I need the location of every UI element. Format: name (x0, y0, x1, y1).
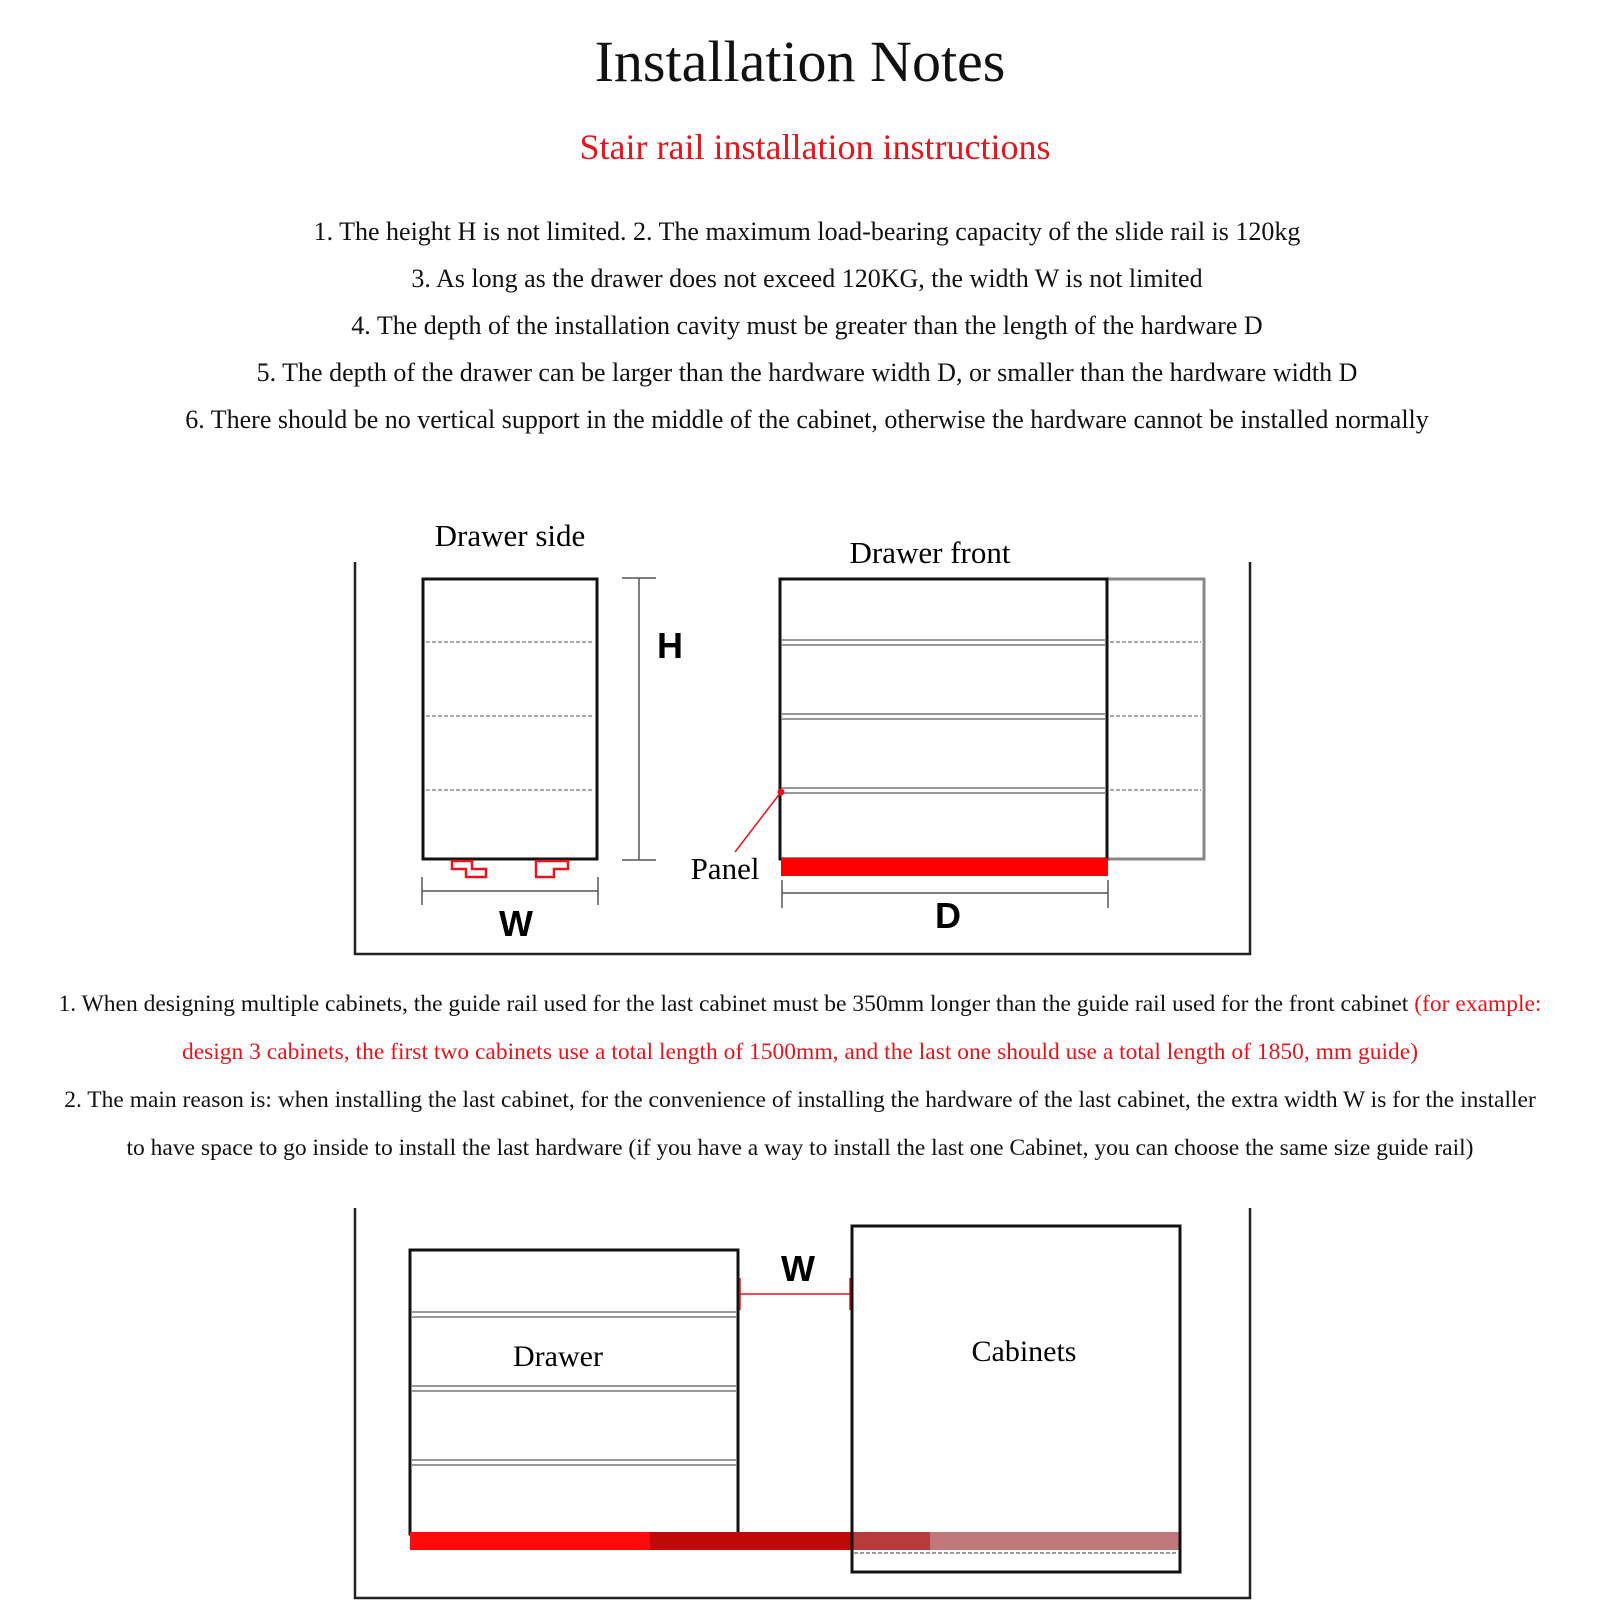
note2-line-1-example: (for example: (1414, 991, 1542, 1017)
note-6: 6. There should be no vertical support in the middle of the cabinet, otherwise the hardware cannot be installed normally (185, 405, 1429, 434)
drawer-box (410, 1250, 738, 1534)
page-subtitle: Stair rail installation instructions (579, 127, 1051, 167)
cabinets-label: Cabinets (971, 1335, 1077, 1368)
note2-line-1 (0, 989, 1600, 1019)
rail-middle (650, 1532, 852, 1550)
page-title: Installation Notes (594, 29, 1006, 94)
drawer-side-label: Drawer side (434, 518, 586, 553)
note-3: 3. As long as the drawer does not exceed 120KG, the width W is not limited (411, 264, 1203, 293)
panel-label: Panel (690, 851, 760, 886)
rail-profile-right (536, 861, 568, 877)
note2-line-1-text: 1. When designing multiple cabinets, the guide rail used for the last cabinet must be 350mm longer than the guide rail used for the front cabinet (58, 991, 1415, 1017)
drawer-front-label: Drawer front (849, 535, 1011, 570)
d-label: D (935, 895, 961, 936)
rail-extension-faded (930, 1532, 1180, 1550)
note-4: 4. The depth of the installation cavity must be greater than the length of the hardware D (351, 311, 1263, 340)
diagram-1 (355, 518, 1250, 954)
red-panel (781, 858, 1108, 876)
w-label: W (499, 903, 533, 944)
note-1: 1. The height H is not limited. 2. The maximum load-bearing capacity of the slide rail is 120kg (313, 217, 1301, 246)
drawer-extension-box (1107, 579, 1204, 859)
drawer-label: Drawer (513, 1340, 603, 1373)
w-gap-label: W (781, 1248, 815, 1289)
panel-pointer-line (735, 792, 781, 852)
rail-front (410, 1532, 650, 1550)
rail-extension (852, 1532, 930, 1550)
note2-line-4: to have space to go inside to install the last hardware (if you have a way to install the last one Cabinet, you can choose the same size guide rail) (126, 1135, 1474, 1161)
panel-pointer-dot (778, 789, 785, 796)
note2-line-2: design 3 cabinets, the first two cabinets use a total length of 1500mm, and the last one should use a total length of 1850, mm guide) (181, 1039, 1419, 1065)
diagram-2 (355, 1208, 1250, 1598)
drawer-side-box (423, 579, 597, 859)
note-5: 5. The depth of the drawer can be larger than the hardware width D, or smaller than the hardware width D (256, 358, 1358, 387)
rail-profile-left (452, 861, 486, 877)
cabinet-outline-1 (355, 562, 1250, 954)
note2-line-3: 2. The main reason is: when installing the last cabinet, for the convenience of installing the hardware of the last cabinet, the extra width W is for the installer (64, 1087, 1536, 1113)
h-label: H (657, 625, 683, 666)
cabinets-box (852, 1226, 1180, 1572)
